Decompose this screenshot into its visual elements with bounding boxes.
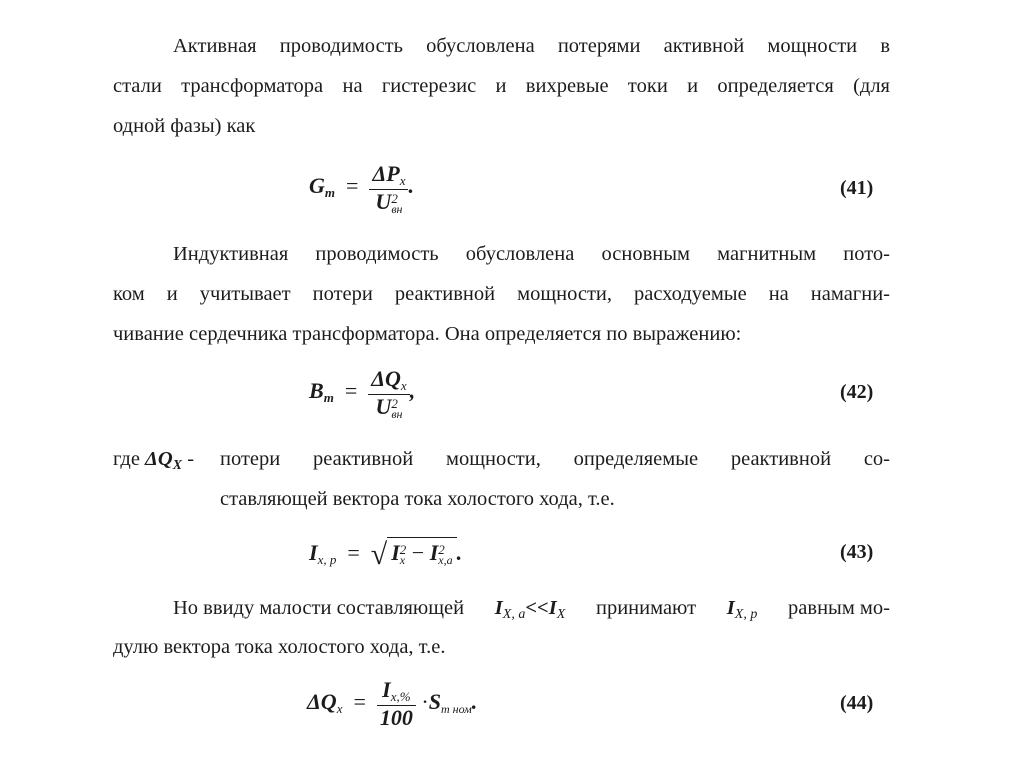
eq41-den-sub: вн <box>391 201 403 216</box>
text-line: одной фазы) как <box>113 115 256 137</box>
eq42-den-var: U <box>375 394 392 419</box>
paragraph3-i2: I <box>548 597 557 619</box>
eq42-fraction <box>368 367 409 419</box>
eq42-num-var: Q <box>385 366 401 391</box>
eq41-lhs-sub: m <box>324 185 336 201</box>
where-symbol-sub: X <box>172 458 183 473</box>
eq43-term2-sup: 2 <box>438 541 445 557</box>
where-symbol-var: Q <box>157 448 173 470</box>
text-line: чивание сердечника трансформатора. Она определяется по выражению: <box>113 323 742 345</box>
equation-number-42: (42) <box>840 381 874 403</box>
paragraph3-text2: принимают <box>595 597 697 619</box>
paragraph3-i3-sub: X, p <box>734 607 758 622</box>
eq43-lhs-sub: x, p <box>317 552 337 567</box>
text-line: Индуктивная проводимость обусловлена основным магнитным пото- <box>173 243 890 265</box>
eq42-den-sup: 2 <box>391 395 398 411</box>
paragraph-active-conductance <box>113 26 890 146</box>
eq44-s-sub: т ном <box>440 702 472 717</box>
eq41-lhs: G <box>309 173 325 199</box>
equation-number-44: (44) <box>840 692 874 714</box>
delta-symbol: Δ <box>145 448 158 470</box>
paragraph3-line2 <box>113 627 890 667</box>
text-line: потери реактивной мощности, определяемые реактивной со- <box>220 448 890 470</box>
paragraph-negligible-component <box>173 588 890 631</box>
sqrt-icon: √ <box>370 538 388 571</box>
paragraph-inductive-conductance <box>113 234 890 354</box>
text-line: Активная проводимость обусловлена потерями активной мощности в <box>173 35 890 57</box>
eq44-lhs-sub: x <box>336 701 343 717</box>
eq43-lhs: I <box>309 540 318 565</box>
where-dash: - <box>187 448 195 470</box>
eq44-num-sub: x,% <box>390 689 411 704</box>
text-line: ком и учитывает потери реактивной мощности, расходуемые на намагни- <box>113 283 890 305</box>
text-line: ставляющей вектора тока холостого хода, т.е. <box>220 488 615 510</box>
equation-number-43: (43) <box>840 541 874 563</box>
equation-41 <box>309 162 414 214</box>
eq41-fraction <box>369 162 408 214</box>
paragraph3-i3: I <box>726 597 735 619</box>
eq44-num-var: I <box>382 677 391 702</box>
eq44-dot: · <box>421 689 429 715</box>
eq43-radicand <box>387 537 456 566</box>
eq42-tail: , <box>409 378 416 404</box>
paragraph3-text1: Но ввиду малости составляющей <box>173 597 465 619</box>
eq44-lhs-var: Q <box>320 689 337 715</box>
eq44-tail: . <box>471 689 478 715</box>
eq43-term1-sup: 2 <box>399 541 407 557</box>
paragraph3-text3: равным мо- <box>788 597 890 619</box>
equation-number-41: (41) <box>840 177 874 199</box>
paragraph3-i1-sub: X, a <box>502 607 526 622</box>
paragraph3-i1: I <box>494 597 503 619</box>
eq41-tail: . <box>408 173 414 199</box>
where-clause-text <box>220 439 890 519</box>
eq42-lhs-sub: m <box>323 390 334 406</box>
eq44-den: 100 <box>379 705 413 730</box>
eq42-lhs: B <box>309 378 324 404</box>
paragraph3-op: << <box>525 597 549 619</box>
delta-symbol: Δ <box>307 689 321 715</box>
eq43-equals: = <box>341 540 366 565</box>
eq43-term1: I <box>391 540 400 565</box>
delta-symbol: Δ <box>371 366 386 391</box>
eq44-fraction <box>377 678 416 730</box>
eq43-term1-sub: x <box>399 552 406 567</box>
eq42-equals: = <box>339 378 363 404</box>
eq44-s-var: S <box>428 689 441 715</box>
paragraph3-i2-sub: X <box>556 607 566 622</box>
eq44-equals: = <box>347 689 372 715</box>
eq41-den-var: U <box>375 189 392 214</box>
eq43-tail: . <box>456 540 463 565</box>
text-line: дулю вектора тока холостого хода, т.е. <box>113 636 446 658</box>
where-clause-label <box>113 446 194 475</box>
eq42-den-sub: вн <box>391 406 403 421</box>
equation-44 <box>307 678 477 730</box>
where-prefix: где <box>113 448 140 470</box>
eq41-num-var: P <box>386 161 400 186</box>
eq43-minus: − <box>411 540 425 565</box>
eq41-num-sub: x <box>399 173 406 188</box>
eq43-term2-sub: x,a <box>438 552 453 567</box>
eq43-term2: I <box>429 540 439 565</box>
eq42-num-sub: x <box>400 378 407 393</box>
equation-43 <box>309 534 463 571</box>
equation-42 <box>309 367 415 419</box>
delta-symbol: Δ <box>372 161 387 186</box>
text-line: стали трансформатора на гистерезис и вихревые токи и определяется (для <box>113 75 890 97</box>
eq41-den-sup: 2 <box>391 190 398 206</box>
eq41-equals: = <box>340 173 364 199</box>
